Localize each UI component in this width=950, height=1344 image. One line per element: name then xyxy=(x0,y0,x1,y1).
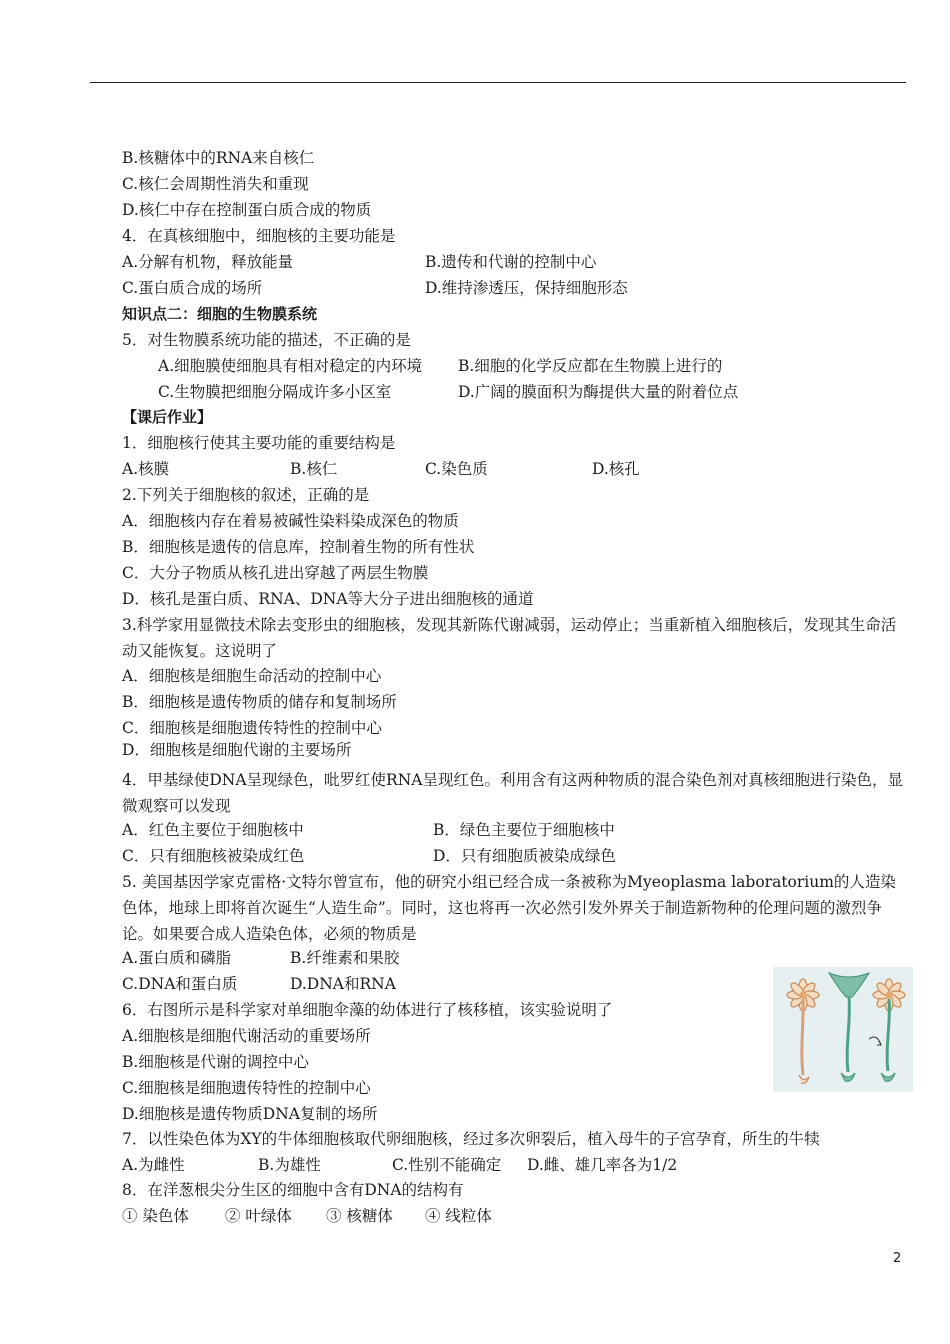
hw-question-7: 7．以性染色体为XY的牛体细胞核取代卵细胞核，经过多次卵裂后，植入母牛的子宫孕育，所生的牛犊 xyxy=(122,1130,820,1148)
hw-question-3: 3.科学家用显微技术除去变形虫的细胞核，发现其新陈代谢减弱，运动停止；当重新植入细胞核后，发现其生命活动又能恢复。这说明了 xyxy=(122,616,897,660)
option-b: B.核仁 xyxy=(290,460,338,478)
option-line: C.细胞核是细胞遗传特性的控制中心 xyxy=(122,1079,371,1097)
section-heading: 【课后作业】 xyxy=(122,408,213,426)
hw-question-4: 4．甲基绿使DNA呈现绿色，吡罗红使RNA呈现红色。利用含有这两种物质的混合染色剂对真核细胞进行染色，显微观察可以发现 xyxy=(122,771,903,815)
option-line: D.核仁中存在控制蛋白质合成的物质 xyxy=(122,201,372,219)
option-line: B.核糖体中的RNA来自核仁 xyxy=(122,149,315,167)
option-c: C.染色质 xyxy=(425,460,488,478)
option-b: B.细胞的化学反应都在生物膜上进行的 xyxy=(458,357,723,375)
option-line: B．细胞核是遗传的信息库，控制着生物的所有性状 xyxy=(122,538,475,556)
option-c: C.蛋白质合成的场所 xyxy=(122,279,263,297)
hw-question-5: 5. 美国基因学家克雷格·文特尔曾宣布，他的研究小组已经合成一条被称为Myeoplasma laboratorium的人造染色体，地球上即将首次诞生“人造生命”。同时，这也将再一次必然引发外界关于制造新物种的伦理问题的激烈争论。如果要合成人造染色体，必须的物质是 xyxy=(122,873,896,943)
option-line: D.细胞核是遗传物质DNA复制的场所 xyxy=(122,1105,378,1123)
question-4: 4．在真核细胞中，细胞核的主要功能是 xyxy=(122,227,396,245)
question-5: 5．对生物膜系统功能的描述，不正确的是 xyxy=(122,331,411,349)
option-a: A.核膜 xyxy=(122,460,170,478)
option-1: ① 染色体 xyxy=(122,1207,189,1225)
option-c: C.DNA和蛋白质 xyxy=(122,975,238,993)
option-line: A.细胞核是细胞代谢活动的重要场所 xyxy=(122,1027,371,1045)
option-d: D.雌、雄几率各为1/2 xyxy=(527,1156,678,1174)
page-number: 2 xyxy=(893,1251,902,1266)
right-alga xyxy=(873,979,905,1081)
option-line: D．核孔是蛋白质、RNA、DNA等大分子进出细胞核的通道 xyxy=(122,590,534,608)
option-b: B．绿色主要位于细胞核中 xyxy=(433,821,615,839)
option-a: A.分解有机物，释放能量 xyxy=(122,253,294,271)
hw-question-8: 8．在洋葱根尖分生区的细胞中含有DNA的结构有 xyxy=(122,1181,464,1199)
hw-question-6: 6．右图所示是科学家对单细胞伞藻的幼体进行了核移植，该实验说明了 xyxy=(122,1001,613,1019)
hw-question-1: 1．细胞核行使其主要功能的重要结构是 xyxy=(122,434,396,452)
option-c: C.生物膜把细胞分隔成许多小区室 xyxy=(158,383,392,401)
option-line: A．细胞核是细胞生命活动的控制中心 xyxy=(122,667,382,685)
option-line: C．大分子物质从核孔进出穿越了两层生物膜 xyxy=(122,564,429,582)
hw-question-2: 2.下列关于细胞核的叙述，正确的是 xyxy=(122,486,370,504)
option-line: A．细胞核内存在着易被碱性染料染成深色的物质 xyxy=(122,512,459,530)
option-b: B.纤维素和果胶 xyxy=(290,949,400,967)
option-c: C.性别不能确定 xyxy=(392,1156,502,1174)
option-d: D.DNA和RNA xyxy=(290,975,396,993)
option-line: C.核仁会周期性消失和重现 xyxy=(122,175,309,193)
option-a: A.为雌性 xyxy=(122,1156,185,1174)
option-line: D．细胞核是细胞代谢的主要场所 xyxy=(122,741,352,759)
option-b: B.遗传和代谢的控制中心 xyxy=(425,253,597,271)
acetabularia-nuclear-transplant-illustration xyxy=(773,967,913,1092)
option-a: A．红色主要位于细胞核中 xyxy=(122,821,304,839)
option-a: A.细胞膜使细胞具有相对稳定的内环境 xyxy=(158,357,423,375)
option-2: ② 叶绿体 xyxy=(225,1207,292,1225)
option-d: D.广阔的膜面积为酶提供大量的附着位点 xyxy=(458,383,739,401)
option-line: B.细胞核是代谢的调控中心 xyxy=(122,1053,309,1071)
middle-alga xyxy=(829,973,881,1081)
option-3: ③ 核糖体 xyxy=(326,1207,393,1225)
option-b: B.为雄性 xyxy=(258,1156,321,1174)
option-4: ④ 线粒体 xyxy=(425,1207,492,1225)
option-line: B．细胞核是遗传物质的储存和复制场所 xyxy=(122,693,397,711)
left-alga xyxy=(787,979,819,1083)
option-d: D．只有细胞质被染成绿色 xyxy=(433,847,616,865)
option-c: C．只有细胞核被染成红色 xyxy=(122,847,305,865)
option-a: A.蛋白质和磷脂 xyxy=(122,949,232,967)
option-d: D.核孔 xyxy=(592,460,640,478)
section-heading: 知识点二：细胞的生物膜系统 xyxy=(122,305,318,323)
option-line: C．细胞核是细胞遗传特性的控制中心 xyxy=(122,719,382,737)
option-d: D.维持渗透压，保持细胞形态 xyxy=(425,279,628,297)
acetabularia-figure xyxy=(773,967,913,1092)
